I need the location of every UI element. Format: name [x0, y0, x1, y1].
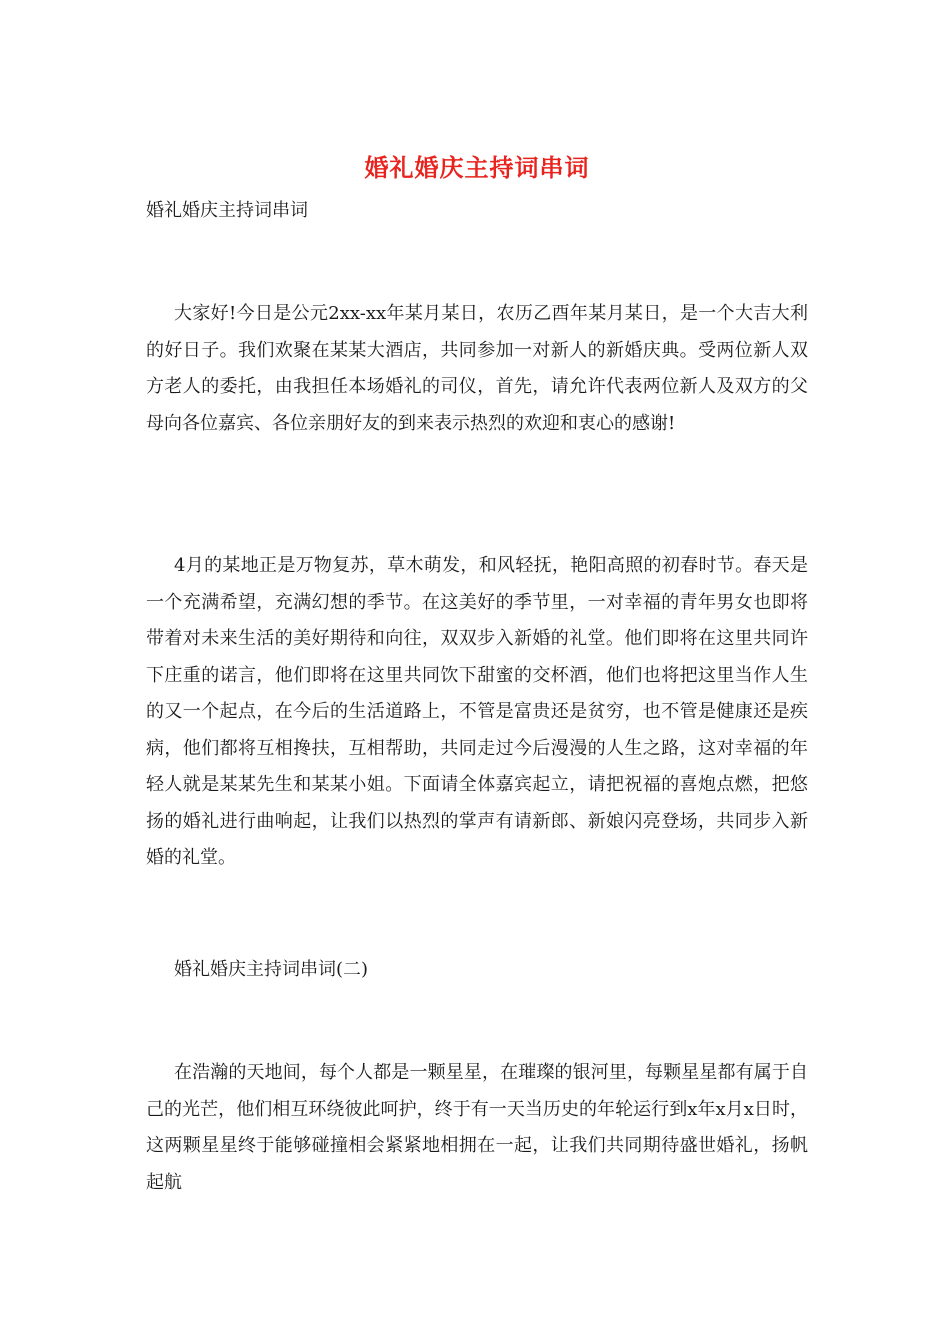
section-heading: 婚礼婚庆主持词串词(二)	[174, 959, 369, 980]
section-paragraph: 在浩瀚的天地间，每个人都是一颗星星，在璀璨的银河里，每颗星星都有属于自己的光芒，他们相互环绕彼此呵护，终于有一天当历史的年轮运行到x年x月x日时，这两颗星星终于能够碰撞相会紧紧地相拥在一起，让我们共同期待盛世婚礼，扬帆起航	[146, 1062, 808, 1193]
body-paragraph-1: 大家好!今日是公元2xx-xx年某月某日，农历乙酉年某月某日，是一个大吉大利的好日子。我们欢聚在某某大酒店，共同参加一对新人的新婚庆典。受两位新人双方老人的委托，由我担任本场婚礼的司仪，首先，请允许代表两位新人及双方的父母向各位嘉宾、各位亲朋好友的到来表示热烈的欢迎和衷心的感谢!	[146, 303, 808, 434]
body-paragraph-2: 4月的某地正是万物复苏，草木萌发，和风轻抚，艳阳高照的初春时节。春天是一个充满希望，充满幻想的季节。在这美好的季节里，一对幸福的青年男女也即将带着对未来生活的美好期待和向往，双双步入新婚的礼堂。他们即将在这里共同许下庄重的诺言，他们即将在这里共同饮下甜蜜的交杯酒，他们也将把这里当作人生的又一个起点，在今后的生活道路上，不管是富贵还是贫穷，也不管是健康还是疾病，他们都将互相搀扶，互相帮助，共同走过今后漫漫的人生之路，这对幸福的年轻人就是某某先生和某某小姐。下面请全体嘉宾起立，请把祝福的喜炮点燃，把悠扬的婚礼进行曲响起，让我们以热烈的掌声有请新郎、新娘闪亮登场，共同步入新婚的礼堂。	[146, 555, 808, 868]
document-title: 婚礼婚庆主持词串词	[364, 153, 590, 182]
document-subtitle: 婚礼婚庆主持词串词	[146, 200, 308, 221]
